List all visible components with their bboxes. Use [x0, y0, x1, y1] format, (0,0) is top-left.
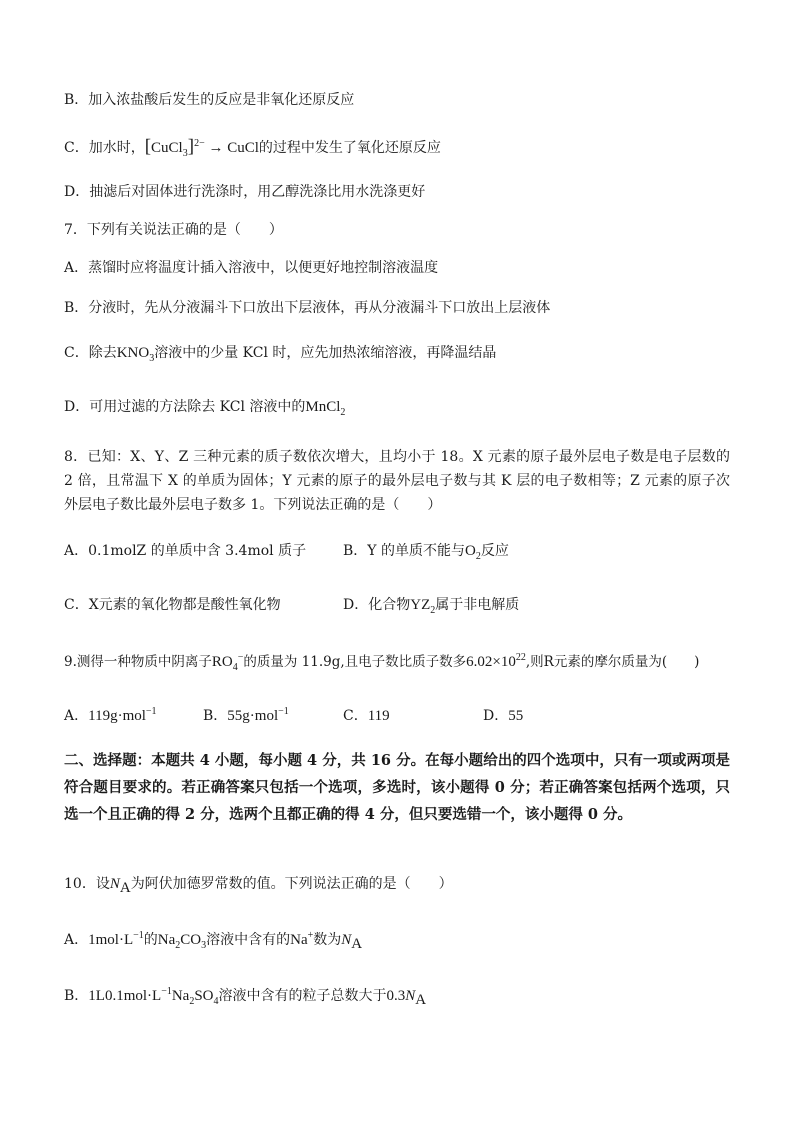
q10-option-a: A．$1mol\cdot L^{-1}$的$Na_2CO_3$溶液中含有的Na+数为$N_A$	[64, 930, 363, 952]
q7-stem: 7．下列有关说法正确的是（ ）	[64, 222, 283, 238]
q7-option-c: C．除去$KNO_3$溶液中的少量 KCl 时，应先加热浓缩溶液，再降温结晶	[64, 345, 497, 364]
q6-option-b: B．加入浓盐酸后发生的反应是非氧化还原反应	[64, 92, 355, 108]
q7-option-a: A．蒸馏时应将温度计插入溶液中，以便更好地控制溶液温度	[64, 260, 439, 276]
q6-option-c: C．加水时，[CuCl$_3$]$^{2-}$ → CuCl的过程中发生了氧化还原反应	[64, 136, 441, 159]
q8-option-c: C．X元素的氧化物都是酸性氧化物	[64, 597, 281, 613]
q9-stem: 9.测得一种物质中阴离子$RO_4^-$的质量为 11.9g,且电子数比质子数多$6.02\times 10^{22}$,则R元素的摩尔质量为( )	[64, 652, 700, 673]
q8-option-b: B．Y 的单质不能与$O_2$反应	[343, 543, 509, 562]
q9-option-c: C．119	[343, 708, 390, 724]
q6-option-d: D．抽滤后对固体进行洗涤时，用乙醇洗涤比用水洗涤更好	[64, 184, 426, 200]
q10-option-b: B．$1L0.1mol\cdot L^{-1}Na_2SO_4$溶液中含有的粒子总数大于$0.3N_A$	[64, 986, 427, 1008]
q8-stem: 8．已知：X、Y、Z 三种元素的质子数依次增大，且均小于 18。X 元素的原子最外层电子数是电子层数的 2 倍，且常温下 X 的单质为固体；Y 元素的原子的最外层电子数与其 K 层的电子数相等；Z 元素的原子次外层电子数比最外层电子数多 1。下列说法正确的是（ ）	[64, 449, 730, 513]
section2-heading: 二、选择题：本题共 4 小题，每小题 4 分，共 16 分。在每小题给出的四个选项中，只有一项或两项是符合题目要求的。若正确答案只包括一个选项，多选时，该小题得 0 分；若正确答案包括两个选项，只选一个且正确的得 2 分，选两个且都正确的得 4 分，但只要选错一个，该小题得 0 分。	[64, 752, 730, 823]
q8-option-d: D．化合物$YZ_2$属于非电解质	[343, 597, 520, 616]
q10-stem: 10．设$N_A$为阿伏加德罗常数的值。下列说法正确的是（ ）	[64, 876, 453, 896]
q8-option-a: A．0.1molZ 的单质中含 3.4mol 质子	[64, 543, 307, 559]
q9-option-d: D．55	[483, 708, 524, 724]
q9-option-a: A．119g·mol$^{-1}$	[64, 706, 157, 724]
q7-option-b: B．分液时，先从分液漏斗下口放出下层液体，再从分液漏斗下口放出上层液体	[64, 300, 551, 316]
q7-option-d: D．可用过滤的方法除去 KCl 溶液中的MnCl$_2$	[64, 399, 346, 418]
q9-option-b: B．55g·mol$^{-1}$	[203, 706, 289, 724]
